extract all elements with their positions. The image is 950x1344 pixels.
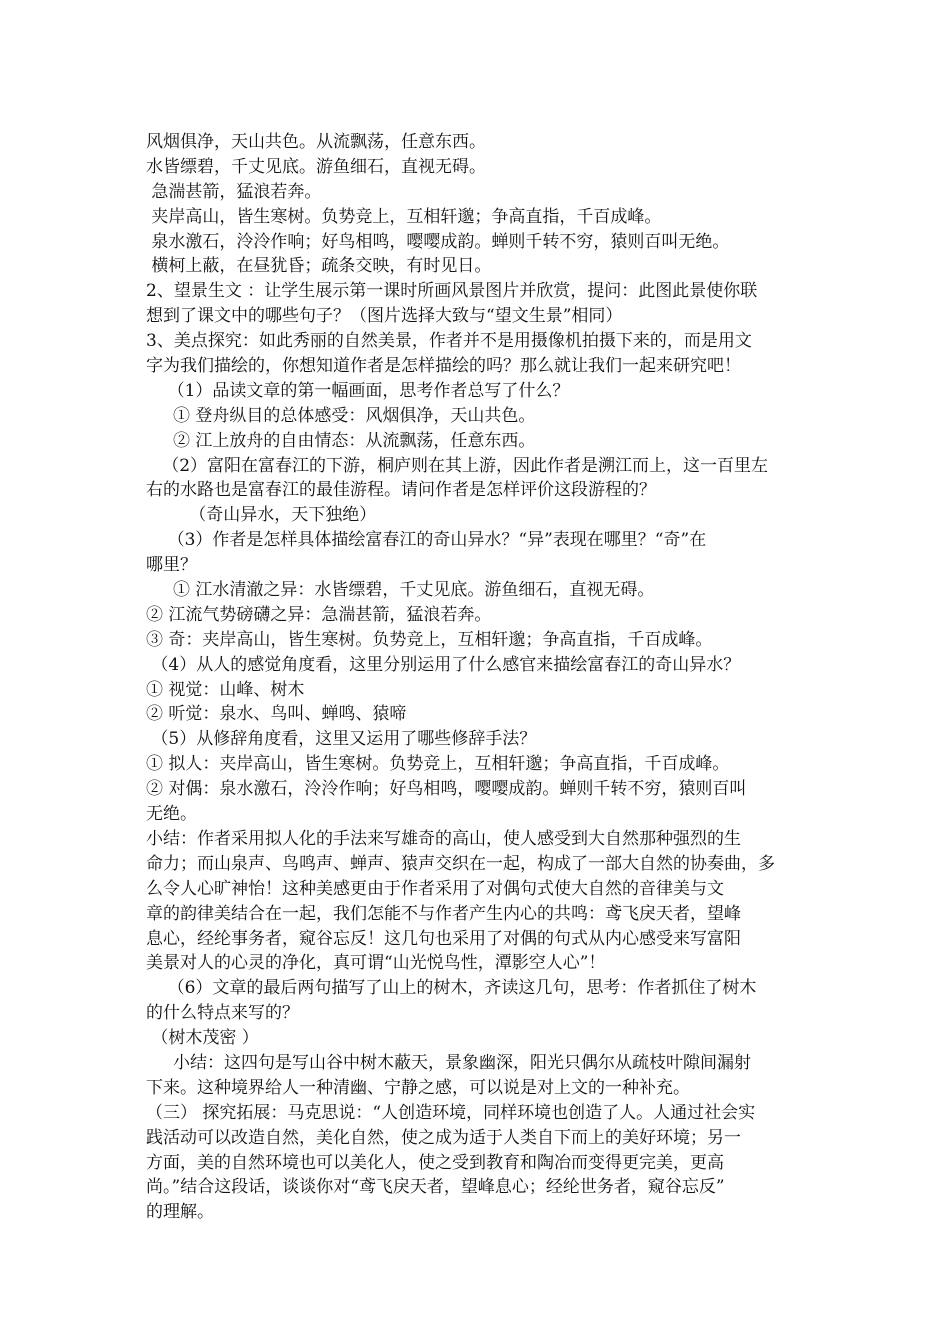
text-line: 泉水激石，泠泠作响；好鸟相鸣，嘤嘤成韵。蝉则千转不穷，猿则百叫无绝。 (146, 231, 730, 252)
text-line: 小结：这四句是写山谷中树木蔽天，景象幽深，阳光只偶尔从疏枝叶隙间漏射 (146, 1052, 752, 1073)
text-line: ② 听觉：泉水、鸟叫、蝉鸣、猿啼 (146, 704, 407, 725)
text-line: 美景对人的心灵的净化，真可谓“山光悦鸟性，潭影空人心”！ (146, 953, 606, 974)
text-line: 么令人心旷神怡！这种美感更由于作者采用了对偶句式使大自然的音律美与文 (146, 878, 724, 899)
text-line: 水皆缥碧，千丈见底。游鱼细石，直视无碍。 (146, 156, 486, 177)
text-line: ② 江上放舟的自由情态：从流飘荡，任意东西。 (146, 430, 536, 451)
text-line: （6）文章的最后两句描写了山上的树木，齐读这几句，思考：作者抓住了树木 (146, 978, 757, 999)
text-line: ① 登舟纵目的总体感受：风烟俱净，天山共色。 (146, 405, 536, 426)
text-line: （2）富阳在富春江的下游，桐庐则在其上游，因此作者是溯江而上，这一百里左 (146, 455, 769, 476)
text-line: （4）从人的感觉角度看，这里分别运用了什么感官来描绘富春江的奇山异水？ (146, 654, 741, 675)
text-line: 2、望景生文 ：让学生展示第一课时所画风景图片并欣赏，提问：此图此景使你联 (146, 281, 758, 302)
text-line: 下来。这种境界给人一种清幽、宁静之感，可以说是对上文的一种补充。 (146, 1077, 690, 1098)
text-line: （3）作者是怎样具体描绘富春江的奇山异水？“异”表现在哪里？“奇”在 (146, 530, 707, 551)
text-line: 横柯上蔽，在昼犹昏；疏条交映，有时见日。 (146, 256, 492, 277)
text-line: 夹岸高山，皆生寒树。负势竞上，互相轩邈；争高直指，千百成峰。 (146, 206, 662, 227)
text-line: 右的水路也是富春江的最佳游程。请问作者是怎样评价这段游程的？ (146, 480, 656, 501)
text-line: （树木茂密 ） (146, 1028, 259, 1049)
text-line: 风烟俱净，天山共色。从流飘荡，任意东西。 (146, 132, 486, 152)
text-line: 急湍甚箭，猛浪若奔。 (146, 181, 322, 202)
text-line: ③ 奇：夹岸高山，皆生寒树。负势竞上，互相轩邈；争高直指，千百成峰。 (146, 629, 713, 650)
text-line: ② 江流气势磅礴之异：急湍甚箭，猛浪若奔。 (146, 604, 492, 625)
text-line: 哪里？ (146, 555, 197, 576)
text-line: 命力；而山泉声、鸟鸣声、蝉声、猿声交织在一起，构成了一部大自然的协奏曲，多 (146, 853, 775, 874)
text-line: 方面，美的自然环境也可以美化人，使之受到教育和陶冶而变得更完美，更高 (146, 1152, 724, 1173)
text-line: ① 江水清澈之异：水皆缥碧，千丈见底。游鱼细石，直视无碍。 (146, 580, 655, 601)
text-line: 字为我们描绘的，你想知道作者是怎样描绘的吗？那么就让我们一起来研究吧！ (146, 356, 741, 377)
text-line: 想到了课文中的哪些句子？（图片选择大致与“望文生景”相同） (146, 306, 623, 327)
text-line: 无绝。 (146, 804, 197, 825)
text-line: （5）从修辞角度看，这里又运用了哪些修辞手法？ (146, 729, 537, 750)
text-line: 尚。”结合这段话，谈谈你对“鸢飞戾天者，望峰息心；经纶世务者，窥谷忘反” (146, 1177, 725, 1198)
document-body (146, 130, 826, 1225)
text-line: 息心，经纶事务者，窥谷忘反！这几句也采用了对偶的句式从内心感受来写富阳 (146, 928, 741, 949)
text-line: 践活动可以改造自然，美化自然，使之成为适于人类自下而上的美好环境；另一 (146, 1127, 741, 1148)
text-line: （三） 探究拓展：马克思说：“人创造环境，同样环境也创造了人。人通过社会实 (146, 1102, 756, 1123)
text-line: ② 对偶：泉水激石，泠泠作响；好鸟相鸣，嘤嘤成韵。蝉则千转不穷，猿则百叫 (146, 779, 747, 800)
text-line: 3、美点探究：如此秀丽的自然美景，作者并不是用摄像机拍摄下来的，而是用文 (146, 331, 752, 352)
text-line: 的什么特点来写的？ (146, 1003, 299, 1024)
text-line: 小结：作者采用拟人化的手法来写雄奇的高山，使人感受到大自然那种强烈的生 (146, 828, 741, 849)
text-line: 的理解。 (146, 1202, 214, 1223)
text-line: （1）品读文章的第一幅画面，思考作者总写了什么？ (146, 380, 570, 401)
text-line: ① 拟人：夹岸高山，皆生寒树。负势竞上，互相轩邈；争高直指，千百成峰。 (146, 754, 730, 775)
text-line: （奇山异水，天下独绝） (146, 505, 377, 526)
text-line: 章的韵律美结合在一起，我们怎能不与作者产生内心的共鸣：鸢飞戾天者，望峰 (146, 903, 741, 924)
text-line: ① 视觉：山峰、树木 (146, 679, 305, 700)
